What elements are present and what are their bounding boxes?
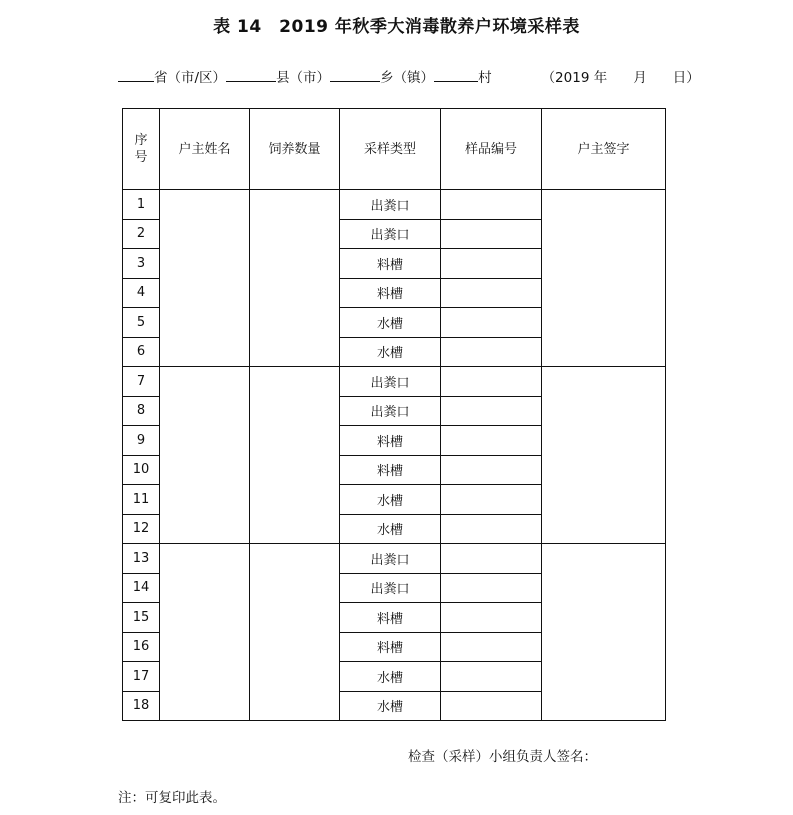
quantity-cell[interactable] <box>250 544 340 721</box>
province-label: 省（市/区） <box>154 70 227 86</box>
sample-type-cell: 料槽 <box>340 249 441 279</box>
sample-code-cell[interactable] <box>441 662 542 692</box>
owner-signature-cell[interactable] <box>542 367 666 544</box>
row-index: 3 <box>123 249 160 279</box>
sample-type-cell: 水槽 <box>340 485 441 515</box>
row-index: 16 <box>123 632 160 662</box>
sample-code-cell[interactable] <box>441 278 542 308</box>
row-index: 18 <box>123 691 160 721</box>
quantity-cell[interactable] <box>250 367 340 544</box>
sample-type-cell: 出粪口 <box>340 544 441 574</box>
footer-note: 注：可复印此表。 <box>118 790 226 806</box>
table-header-row <box>123 109 666 190</box>
row-index: 11 <box>123 485 160 515</box>
sample-type-cell: 水槽 <box>340 308 441 338</box>
row-index: 6 <box>123 337 160 367</box>
date-day-label: 日） <box>672 70 700 86</box>
row-index: 17 <box>123 662 160 692</box>
sample-code-cell[interactable] <box>441 337 542 367</box>
sample-type-cell: 料槽 <box>340 278 441 308</box>
header-owner-name: 户主姓名 <box>160 109 250 190</box>
row-index: 15 <box>123 603 160 633</box>
sample-code-cell[interactable] <box>441 544 542 574</box>
province-blank[interactable] <box>118 67 154 82</box>
header-sample-code: 样品编号 <box>441 109 542 190</box>
header-owner-signature: 户主签字 <box>542 109 666 190</box>
header-sample-type: 采样类型 <box>340 109 441 190</box>
sample-code-cell[interactable] <box>441 603 542 633</box>
table-row <box>123 190 666 220</box>
sample-code-cell[interactable] <box>441 691 542 721</box>
header-quantity: 饲养数量 <box>250 109 340 190</box>
quantity-cell[interactable] <box>250 190 340 367</box>
owner-name-cell[interactable] <box>160 544 250 721</box>
village-blank[interactable] <box>434 67 478 82</box>
village-label: 村 <box>478 70 492 86</box>
sample-code-cell[interactable] <box>441 190 542 220</box>
row-index: 13 <box>123 544 160 574</box>
row-index: 4 <box>123 278 160 308</box>
date-year-label: （2019 年 <box>541 70 608 86</box>
sample-code-cell[interactable] <box>441 367 542 397</box>
owner-name-cell[interactable] <box>160 367 250 544</box>
row-index: 14 <box>123 573 160 603</box>
sample-code-cell[interactable] <box>441 514 542 544</box>
sample-type-cell: 料槽 <box>340 455 441 485</box>
county-blank[interactable] <box>226 67 276 82</box>
page-title: 表 14 2019 年秋季大消毒散养户环境采样表 <box>213 17 580 37</box>
sampling-table <box>122 108 666 721</box>
sample-code-cell[interactable] <box>441 426 542 456</box>
sample-code-cell[interactable] <box>441 249 542 279</box>
date-month-label: 月 <box>633 70 647 86</box>
owner-signature-cell[interactable] <box>542 190 666 367</box>
row-index: 1 <box>123 190 160 220</box>
row-index: 8 <box>123 396 160 426</box>
row-index: 12 <box>123 514 160 544</box>
sample-type-cell: 水槽 <box>340 691 441 721</box>
town-blank[interactable] <box>330 67 380 82</box>
town-label: 乡（镇） <box>380 70 435 86</box>
sample-type-cell: 出粪口 <box>340 573 441 603</box>
sample-type-cell: 料槽 <box>340 603 441 633</box>
sample-code-cell[interactable] <box>441 308 542 338</box>
header-index: 序 号 <box>123 109 160 190</box>
row-index: 9 <box>123 426 160 456</box>
owner-signature-cell[interactable] <box>542 544 666 721</box>
sample-type-cell: 料槽 <box>340 632 441 662</box>
table-row <box>123 544 666 574</box>
sample-code-cell[interactable] <box>441 396 542 426</box>
inspector-signature-label: 检查（采样）小组负责人签名： <box>408 749 597 765</box>
sample-code-cell[interactable] <box>441 219 542 249</box>
sample-code-cell[interactable] <box>441 485 542 515</box>
row-index: 10 <box>123 455 160 485</box>
sample-type-cell: 出粪口 <box>340 219 441 249</box>
sample-type-cell: 水槽 <box>340 662 441 692</box>
sample-type-cell: 水槽 <box>340 514 441 544</box>
sample-type-cell: 出粪口 <box>340 396 441 426</box>
row-index: 5 <box>123 308 160 338</box>
row-index: 2 <box>123 219 160 249</box>
sample-code-cell[interactable] <box>441 632 542 662</box>
sample-code-cell[interactable] <box>441 455 542 485</box>
sample-code-cell[interactable] <box>441 573 542 603</box>
table-row <box>123 367 666 397</box>
sample-type-cell: 料槽 <box>340 426 441 456</box>
county-label: 县（市） <box>276 70 331 86</box>
region-date-line <box>118 66 700 86</box>
owner-name-cell[interactable] <box>160 190 250 367</box>
sample-type-cell: 水槽 <box>340 337 441 367</box>
row-index: 7 <box>123 367 160 397</box>
sample-type-cell: 出粪口 <box>340 190 441 220</box>
sample-type-cell: 出粪口 <box>340 367 441 397</box>
